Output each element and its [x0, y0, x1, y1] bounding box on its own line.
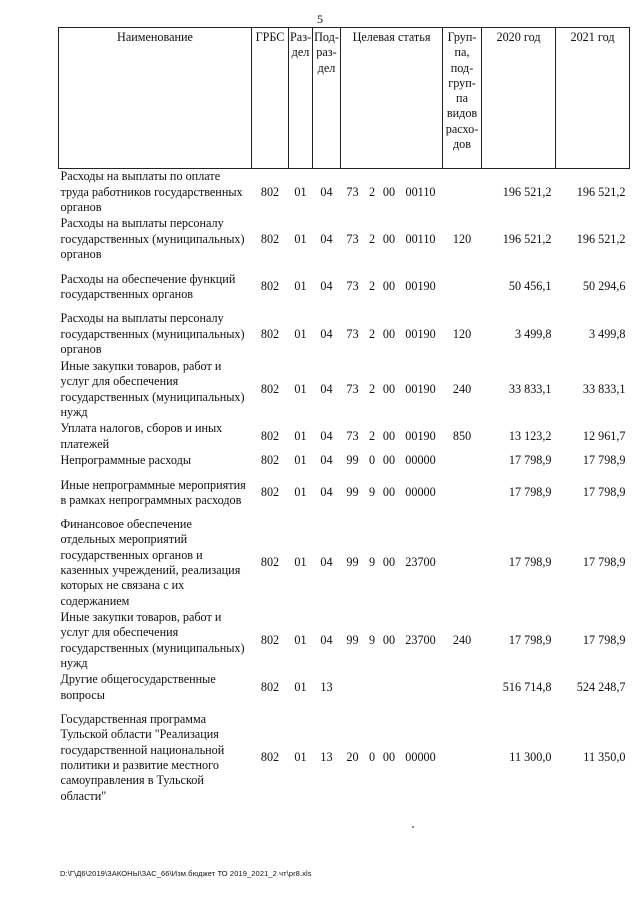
row-target-program: 73 — [346, 381, 359, 396]
row-name: Иные закупки товаров, работ и услуг для обеспечения государственных (муниципальных) нужд — [60, 358, 245, 419]
row-target-direction — [399, 672, 443, 704]
row-target-main: 00 — [382, 485, 396, 500]
row-podrazdel: 04 — [320, 279, 333, 294]
table-row — [59, 610, 630, 672]
table-row — [59, 264, 630, 311]
table-row — [59, 169, 630, 216]
row-razdel: 01 — [294, 485, 307, 500]
row-amount-2020: 17 798,9 — [508, 555, 552, 570]
row-target-direction: 00110 — [405, 184, 436, 199]
row-target-main: 00 — [382, 381, 396, 396]
row-target-main: 00 — [382, 453, 396, 468]
row-amount-2020: 17 798,9 — [508, 453, 552, 468]
row-razdel: 01 — [294, 632, 307, 647]
row-expense-group: 120 — [452, 231, 472, 246]
header-line-vr-1: па, — [454, 45, 470, 60]
row-amount-2020: 13 123,2 — [508, 428, 552, 443]
row-target-subprogram: 2 — [368, 231, 376, 246]
header-line-vr-0: Груп- — [447, 30, 477, 44]
row-amount-2020: 50 456,1 — [508, 279, 552, 294]
row-target-main — [380, 672, 399, 704]
row-name: Другие общегосударственные вопросы — [60, 672, 216, 702]
row-target-program: 99 — [346, 555, 359, 570]
row-name: Расходы на обеспечение функций государственных органов — [60, 271, 236, 301]
row-target-program: 20 — [346, 750, 359, 765]
row-target-subprogram: 2 — [368, 279, 376, 294]
table-body — [59, 169, 630, 813]
row-expense-group — [443, 672, 482, 704]
row-podrazdel: 04 — [320, 428, 333, 443]
row-grbs: 802 — [260, 632, 280, 647]
row-target-subprogram: 9 — [368, 632, 376, 647]
row-name: Иные непрограммные мероприятия в рамках непрограммных расходов — [60, 477, 246, 507]
row-expense-group — [443, 470, 482, 517]
row-razdel: 01 — [294, 381, 307, 396]
row-amount-2021: 12 961,7 — [582, 428, 626, 443]
header-line-vr-4: па — [456, 91, 468, 106]
row-name: Финансовое обеспечение отдельных мероприятий государственных органов и казенных учреждений, реализация которых не связана с их содержанием — [60, 516, 241, 608]
row-name: Непрограммные расходы — [60, 453, 192, 468]
row-amount-2021: 196 521,2 — [576, 184, 626, 199]
row-podrazdel: 04 — [320, 184, 333, 199]
row-target-program: 73 — [346, 231, 359, 246]
row-amount-2021: 17 798,9 — [582, 555, 626, 570]
row-name: Иные закупки товаров, работ и услуг для обеспечения государственных (муниципальных) нужд — [60, 609, 245, 670]
row-target-program: 73 — [346, 428, 359, 443]
row-amount-2020: 516 714,8 — [502, 679, 552, 694]
row-expense-group — [443, 264, 482, 311]
row-amount-2021: 17 798,9 — [582, 485, 626, 500]
header-name: Наименование — [59, 28, 252, 169]
row-target-main: 00 — [382, 326, 396, 341]
row-podrazdel: 04 — [320, 453, 333, 468]
scan-speck — [412, 826, 414, 828]
row-target-main: 00 — [382, 750, 396, 765]
row-target-direction: 00110 — [405, 231, 436, 246]
header-line-vr-2: под- — [450, 60, 474, 75]
page-number: 5 — [317, 12, 323, 26]
row-target-subprogram: 2 — [368, 184, 376, 199]
header-line-vr-3: груп- — [448, 75, 476, 90]
row-expense-group — [443, 169, 482, 216]
row-target-program: 99 — [346, 453, 359, 468]
row-grbs: 802 — [260, 326, 280, 341]
row-name: Расходы на выплаты по оплате труда работников государственных органов — [60, 169, 243, 214]
table-row — [59, 421, 630, 453]
row-amount-2020: 3 499,8 — [514, 326, 552, 341]
row-target-program: 73 — [346, 326, 359, 341]
row-razdel: 01 — [294, 231, 307, 246]
row-target-direction: 00190 — [405, 381, 436, 396]
table-header-row — [59, 28, 630, 169]
row-grbs: 802 — [260, 485, 280, 500]
row-amount-2020: 196 521,2 — [502, 184, 552, 199]
row-podrazdel: 13 — [320, 679, 333, 694]
row-target-program: 73 — [346, 279, 359, 294]
row-podrazdel: 04 — [320, 326, 333, 341]
row-target-program: 73 — [346, 184, 359, 199]
table-row — [59, 470, 630, 517]
row-target-main: 00 — [382, 231, 396, 246]
row-amount-2021: 3 499,8 — [588, 326, 626, 341]
row-grbs: 802 — [260, 381, 280, 396]
row-target-main: 00 — [382, 184, 396, 199]
row-name: Расходы на выплаты персоналу государственных (муниципальных) органов — [60, 216, 245, 262]
row-grbs: 802 — [260, 279, 280, 294]
header-line-rz-1: дел — [291, 45, 310, 60]
row-grbs: 802 — [260, 231, 280, 246]
row-podrazdel: 13 — [320, 750, 333, 765]
row-target-subprogram: 0 — [368, 453, 376, 468]
row-target-subprogram: 9 — [368, 485, 376, 500]
table-row — [59, 672, 630, 704]
header-line-vr-5: видов — [446, 106, 478, 121]
row-expense-group — [443, 453, 482, 470]
header-line-vr-6: расхо- — [445, 121, 479, 136]
row-expense-group: 120 — [452, 326, 472, 341]
row-grbs: 802 — [260, 428, 280, 443]
table-row — [59, 453, 630, 470]
row-amount-2021: 17 798,9 — [582, 632, 626, 647]
header-target: Целевая статья — [341, 28, 443, 169]
row-razdel: 01 — [294, 453, 307, 468]
row-target-main: 00 — [382, 555, 396, 570]
row-target-direction: 00190 — [405, 279, 436, 294]
row-razdel: 01 — [294, 555, 307, 570]
table-row — [59, 311, 630, 359]
row-target-subprogram: 0 — [368, 750, 376, 765]
header-line-pr-0: Под- — [314, 30, 339, 44]
row-podrazdel: 04 — [320, 231, 333, 246]
row-podrazdel: 04 — [320, 632, 333, 647]
row-target-subprogram — [365, 672, 380, 704]
row-target-subprogram: 2 — [368, 326, 376, 341]
header-2020: 2020 год — [482, 28, 556, 169]
row-target-main: 00 — [382, 428, 396, 443]
row-target-direction: 00190 — [405, 326, 436, 341]
row-target-main: 00 — [382, 632, 396, 647]
row-target-program: 99 — [346, 485, 359, 500]
row-podrazdel: 04 — [320, 485, 333, 500]
row-amount-2020: 17 798,9 — [508, 485, 552, 500]
row-target-program — [341, 672, 365, 704]
row-grbs: 802 — [260, 679, 280, 694]
row-target-main: 00 — [382, 279, 396, 294]
row-grbs: 802 — [260, 184, 280, 199]
header-razdel — [289, 28, 313, 169]
row-name: Уплата налогов, сборов и иных платежей — [60, 421, 223, 451]
row-podrazdel: 04 — [320, 555, 333, 570]
row-target-subprogram: 2 — [368, 381, 376, 396]
row-grbs: 802 — [260, 555, 280, 570]
row-expense-group: 240 — [452, 632, 472, 647]
header-podrazdel — [313, 28, 341, 169]
row-grbs: 802 — [260, 453, 280, 468]
row-target-direction: 00190 — [405, 428, 436, 443]
header-line-pr-2: дел — [317, 60, 336, 75]
budget-table — [58, 27, 630, 813]
row-razdel: 01 — [294, 679, 307, 694]
row-razdel: 01 — [294, 279, 307, 294]
file-path-footer: D:\Г\Д6\2019\ЗАКОНЫ\ЗАС_66\Изм.бюджет ТО 2019_2021_2 чт\pr8.xls — [60, 869, 312, 878]
row-target-direction: 00000 — [405, 485, 436, 500]
row-podrazdel: 04 — [320, 381, 333, 396]
row-target-subprogram: 2 — [368, 428, 376, 443]
header-group — [443, 28, 482, 169]
row-expense-group — [443, 517, 482, 610]
row-expense-group — [443, 704, 482, 813]
row-target-direction: 00000 — [405, 750, 436, 765]
header-line-vr-7: дов — [452, 137, 472, 152]
row-razdel: 01 — [294, 750, 307, 765]
header-2021: 2021 год — [556, 28, 630, 169]
row-amount-2021: 50 294,6 — [582, 279, 626, 294]
row-razdel: 01 — [294, 184, 307, 199]
row-target-subprogram: 9 — [368, 555, 376, 570]
row-amount-2020: 196 521,2 — [502, 231, 552, 246]
row-target-direction: 00000 — [405, 453, 436, 468]
header-line-rz-0: Раз- — [290, 30, 312, 44]
row-name: Расходы на выплаты персоналу государственных (муниципальных) органов — [60, 311, 245, 357]
header-line-pr-1: раз- — [316, 45, 337, 60]
header-grbs: ГРБС — [252, 28, 289, 169]
row-name: Государственная программа Тульской области "Реализация государственной национальной политики и развитие местного самоуправления в Тульской области" — [60, 711, 225, 803]
row-razdel: 01 — [294, 326, 307, 341]
row-razdel: 01 — [294, 428, 307, 443]
table-row — [59, 704, 630, 813]
row-grbs: 802 — [260, 750, 280, 765]
row-amount-2021: 17 798,9 — [582, 453, 626, 468]
row-amount-2020: 17 798,9 — [508, 632, 552, 647]
row-amount-2020: 33 833,1 — [508, 381, 552, 396]
table-row — [59, 216, 630, 264]
row-target-direction: 23700 — [405, 632, 436, 647]
table-row — [59, 517, 630, 610]
row-amount-2021: 11 350,0 — [583, 750, 626, 765]
row-target-program: 99 — [346, 632, 359, 647]
row-amount-2021: 524 248,7 — [576, 679, 626, 694]
row-expense-group: 850 — [452, 428, 472, 443]
row-amount-2021: 33 833,1 — [582, 381, 626, 396]
table-row — [59, 359, 630, 421]
row-expense-group: 240 — [452, 381, 472, 396]
row-target-direction: 23700 — [405, 555, 436, 570]
row-amount-2020: 11 300,0 — [509, 750, 552, 765]
row-amount-2021: 196 521,2 — [576, 231, 626, 246]
